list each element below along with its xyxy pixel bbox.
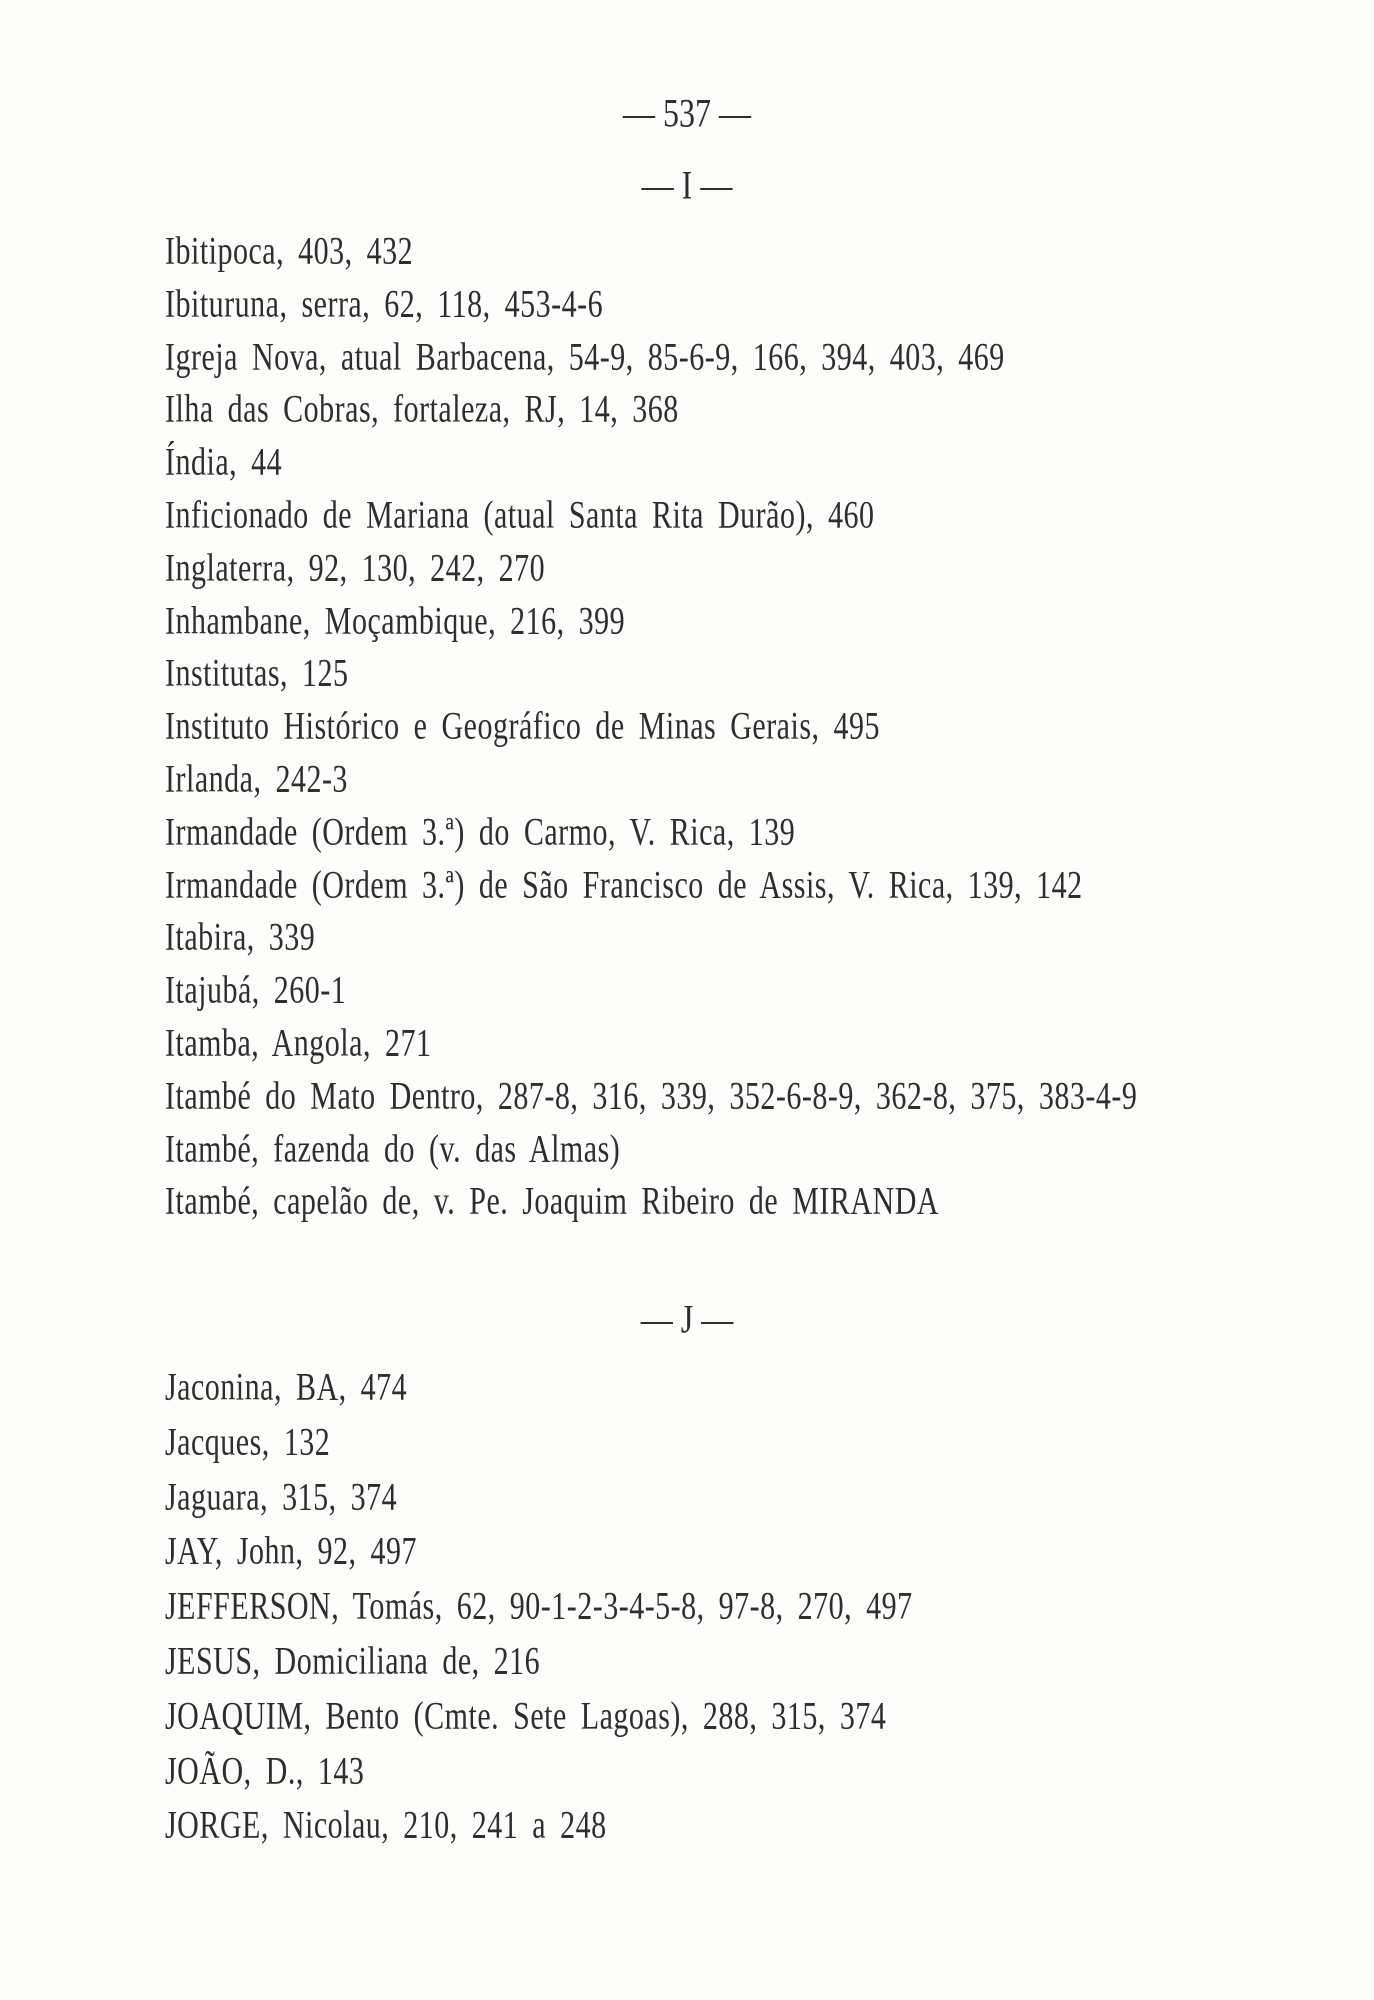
- index-entry: Igreja Nova, atual Barbacena, 54-9, 85-6-9, 166, 394, 403, 469: [165, 335, 1005, 379]
- page-number: — 537 —: [623, 90, 751, 136]
- index-entry: Jacques, 132: [165, 1420, 331, 1464]
- index-entry: JOÃO, D., 143: [165, 1749, 365, 1793]
- index-entry: Inficionado de Mariana (atual Santa Rita Durão), 460: [165, 493, 875, 537]
- index-entry: Ibitipoca, 403, 432: [165, 229, 414, 273]
- section-heading-i: — I —: [641, 162, 733, 208]
- index-entry: Irlanda, 242-3: [165, 757, 348, 801]
- index-entry: Inhambane, Moçambique, 216, 399: [165, 599, 626, 643]
- index-entry: Institutas, 125: [165, 652, 349, 696]
- index-entry: JEFFERSON, Tomás, 62, 90-1-2-3-4-5-8, 97-8, 270, 497: [165, 1585, 913, 1628]
- index-entry: Irmandade (Ordem 3.ª) do Carmo, V. Rica, 139: [165, 810, 796, 854]
- index-entry: JOAQUIM, Bento (Cmte. Sete Lagoas), 288, 315, 374: [165, 1694, 887, 1738]
- index-entry: Itambé, capelão de, v. Pe. Joaquim Ribeiro de MIRANDA: [165, 1180, 940, 1224]
- index-entry: JESUS, Domiciliana de, 216: [165, 1639, 541, 1683]
- index-entry: Jaguara, 315, 374: [165, 1475, 398, 1519]
- section-heading-j: — J —: [640, 1296, 734, 1342]
- index-entry: Itambé, fazenda do (v. das Almas): [165, 1127, 621, 1171]
- index-entry: Inglaterra, 92, 130, 242, 270: [165, 546, 546, 590]
- index-entry: Itajubá, 260-1: [165, 969, 347, 1012]
- index-entry: Ibituruna, serra, 62, 118, 453-4-6: [165, 282, 604, 326]
- index-entry: Itamba, Angola, 271: [165, 1021, 432, 1065]
- index-entry: JORGE, Nicolau, 210, 241 a 248: [165, 1804, 607, 1848]
- index-entry: Instituto Histórico e Geográfico de Minas Gerais, 495: [165, 705, 881, 748]
- index-entry: Irmandade (Ordem 3.ª) de São Francisco de Assis, V. Rica, 139, 142: [165, 863, 1083, 907]
- index-entry: Itambé do Mato Dentro, 287-8, 316, 339, 352-6-8-9, 362-8, 375, 383-4-9: [165, 1074, 1138, 1118]
- index-entry: JAY, John, 92, 497: [165, 1530, 418, 1574]
- index-entry: Índia, 44: [165, 441, 283, 484]
- index-entry: Itabira, 339: [165, 916, 316, 960]
- index-entry: Ilha das Cobras, fortaleza, RJ, 14, 368: [165, 388, 679, 432]
- index-entry: Jaconina, BA, 474: [165, 1365, 408, 1409]
